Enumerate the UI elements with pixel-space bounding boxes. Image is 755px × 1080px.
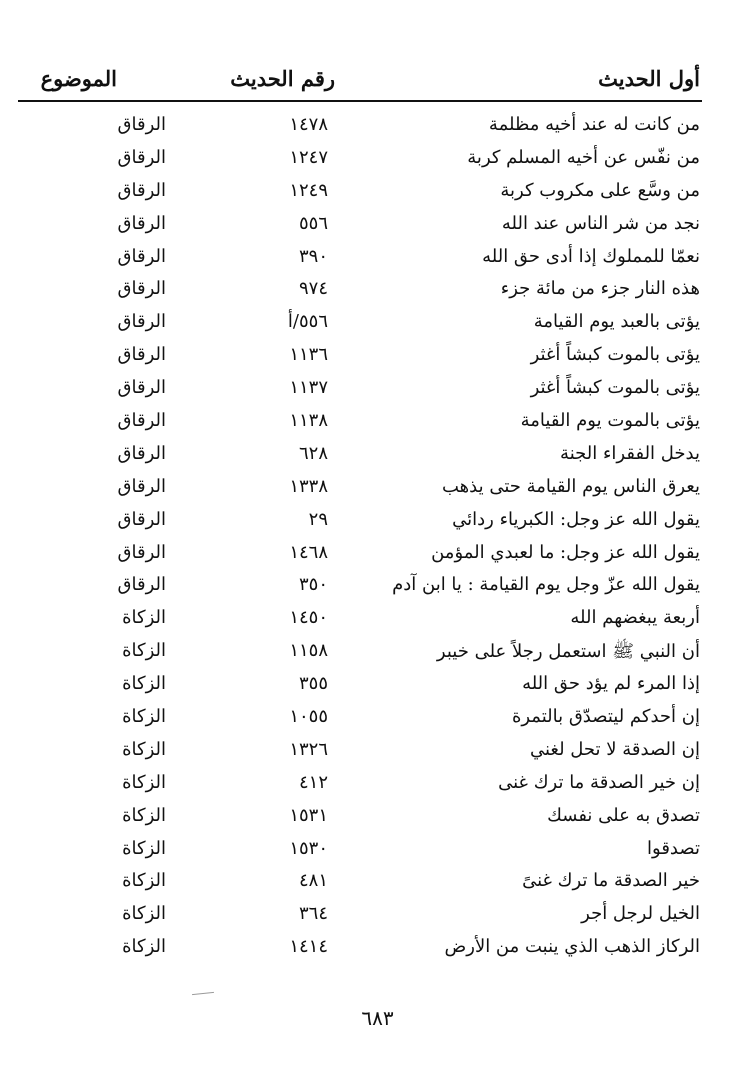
hadith-number: ٥٥٦ [298,212,328,234]
hadith-topic: الرقاق [117,541,166,563]
hadith-first-words: يؤتى بالموت كبشاً أغثر [530,344,700,366]
hadith-number: ٩٧٤ [298,278,328,300]
hadith-number: ١٤٦٨ [289,541,328,563]
hadith-topic: الرقاق [117,179,166,201]
table-row [18,801,702,834]
hadith-first-words: أن النبي ﷺ استعمل رجلاً على خيبر [436,641,700,663]
table-row [18,439,702,472]
index-table [18,110,702,965]
hadith-topic: الرقاق [117,475,166,497]
hadith-number: ٥٥٦/أ [287,311,328,333]
table-row [18,735,702,768]
table-row [18,274,702,307]
hadith-first-words: خير الصدقة ما ترك غنىً [522,870,700,892]
page-number: ٦٨٣ [361,1006,394,1030]
hadith-topic: الزكاة [122,903,166,925]
hadith-first-words: إن أحدكم ليتصدّق بالتمرة [511,706,700,728]
hadith-number: ١٢٤٧ [289,146,328,168]
hadith-number: ١٣٢٦ [289,738,328,760]
hadith-topic: الرقاق [117,245,166,267]
hadith-topic: الزكاة [122,804,166,826]
table-row [18,636,702,669]
table-row [18,834,702,867]
hadith-first-words: يؤتى بالموت يوم القيامة [520,410,700,432]
table-row [18,176,702,209]
hadith-topic: الرقاق [117,114,166,135]
table-row [18,209,702,242]
hadith-first-words: تصدق به على نفسك [547,804,700,826]
table-row [18,570,702,603]
table-row [18,866,702,899]
hadith-first-words: من نفّس عن أخيه المسلم كربة [467,146,700,168]
hadith-first-words: من وسَّع على مكروب كربة [500,179,700,201]
header-first-words: أول الحديث [598,66,700,91]
hadith-first-words: الركاز الذهب الذي ينبت من الأرض [444,936,700,958]
hadith-first-words: إن خير الصدقة ما ترك غنى [498,771,700,793]
hadith-number: ٦٢٨ [298,442,328,464]
table-row [18,242,702,275]
hadith-topic: الزكاة [122,837,166,859]
hadith-number: ١١٣٧ [289,377,328,399]
hadith-topic: الرقاق [117,508,166,530]
table-row [18,538,702,571]
table-row [18,768,702,801]
table-row [18,472,702,505]
hadith-number: ٤٨١ [298,870,328,892]
hadith-first-words: يقول الله عزّ وجل يوم القيامة : يا ابن آدم [392,574,700,596]
table-row [18,702,702,735]
table-row [18,899,702,932]
table-row [18,669,702,702]
hadith-first-words: من كانت له عند أخيه مظلمة [488,114,700,135]
hadith-topic: الرقاق [117,344,166,366]
table-row [18,505,702,538]
hadith-number: ٣٦٤ [298,903,328,925]
hadith-first-words: يقول الله عز وجل: الكبرياء ردائي [452,508,700,530]
hadith-first-words: يقول الله عز وجل: ما لعبدي المؤمن [431,541,700,563]
hadith-number: ١١٣٨ [289,410,328,432]
hadith-first-words: إذا المرء لم يؤد حق الله [522,673,700,695]
hadith-number: ١٠٥٥ [289,706,328,728]
hadith-number: ١٤٥٠ [289,607,328,629]
hadith-topic: الرقاق [117,574,166,596]
hadith-topic: الزكاة [122,673,166,695]
header-hadith-number: رقم الحديث [230,66,335,91]
hadith-topic: الزكاة [122,870,166,892]
hadith-first-words: يؤتى بالعبد يوم القيامة [533,311,700,333]
hadith-topic: الزكاة [122,771,166,793]
hadith-topic: الرقاق [117,410,166,432]
scan-mark [192,992,214,995]
hadith-topic: الزكاة [122,640,166,662]
hadith-topic: الرقاق [117,278,166,300]
hadith-number: ٣٥٥ [298,673,328,695]
table-row [18,143,702,176]
hadith-first-words: أربعة يبغضهم الله [570,607,700,629]
hadith-first-words: يدخل الفقراء الجنة [560,442,700,464]
hadith-number: ٣٩٠ [298,245,328,267]
hadith-first-words: نعمّا للمملوك إذا أدى حق الله [482,245,700,267]
table-row [18,603,702,636]
hadith-topic: الرقاق [117,212,166,234]
hadith-number: ٢٩ [308,508,328,530]
hadith-number: ٣٥٠ [298,574,328,596]
header-topic: الموضوع [40,66,117,91]
hadith-topic: الرقاق [117,377,166,399]
table-row [18,307,702,340]
hadith-first-words: هذه النار جزء من مائة جزء [500,278,700,300]
hadith-first-words: الخيل لرجل أجر [581,903,700,925]
hadith-number: ١٢٤٩ [289,179,328,201]
hadith-number: ١٤٧٨ [289,114,328,135]
table-header [18,66,700,100]
hadith-first-words: نجد من شر الناس عند الله [501,212,700,234]
hadith-number: ١١٣٦ [289,344,328,366]
hadith-topic: الرقاق [117,311,166,333]
header-divider [18,100,702,102]
table-row [18,373,702,406]
table-row [18,932,702,965]
hadith-topic: الرقاق [117,146,166,168]
hadith-first-words: يعرق الناس يوم القيامة حتى يذهب [441,475,700,497]
table-row [18,406,702,439]
hadith-number: ٤١٢ [298,771,328,793]
hadith-number: ١٥٣٠ [289,837,328,859]
hadith-number: ١٥٣١ [289,804,328,826]
hadith-number: ١٤١٤ [289,936,328,958]
hadith-number: ١١٥٨ [289,640,328,662]
table-row [18,340,702,373]
hadith-first-words: إن الصدقة لا تحل لغني [529,738,700,760]
hadith-topic: الرقاق [117,442,166,464]
hadith-first-words: يؤتى بالموت كبشاً أغثر [530,377,700,399]
hadith-number: ١٣٣٨ [289,475,328,497]
hadith-topic: الزكاة [122,738,166,760]
hadith-topic: الزكاة [122,936,166,958]
hadith-topic: الزكاة [122,607,166,629]
hadith-first-words: تصدقوا [647,837,700,859]
table-row [18,110,702,143]
hadith-topic: الزكاة [122,706,166,728]
